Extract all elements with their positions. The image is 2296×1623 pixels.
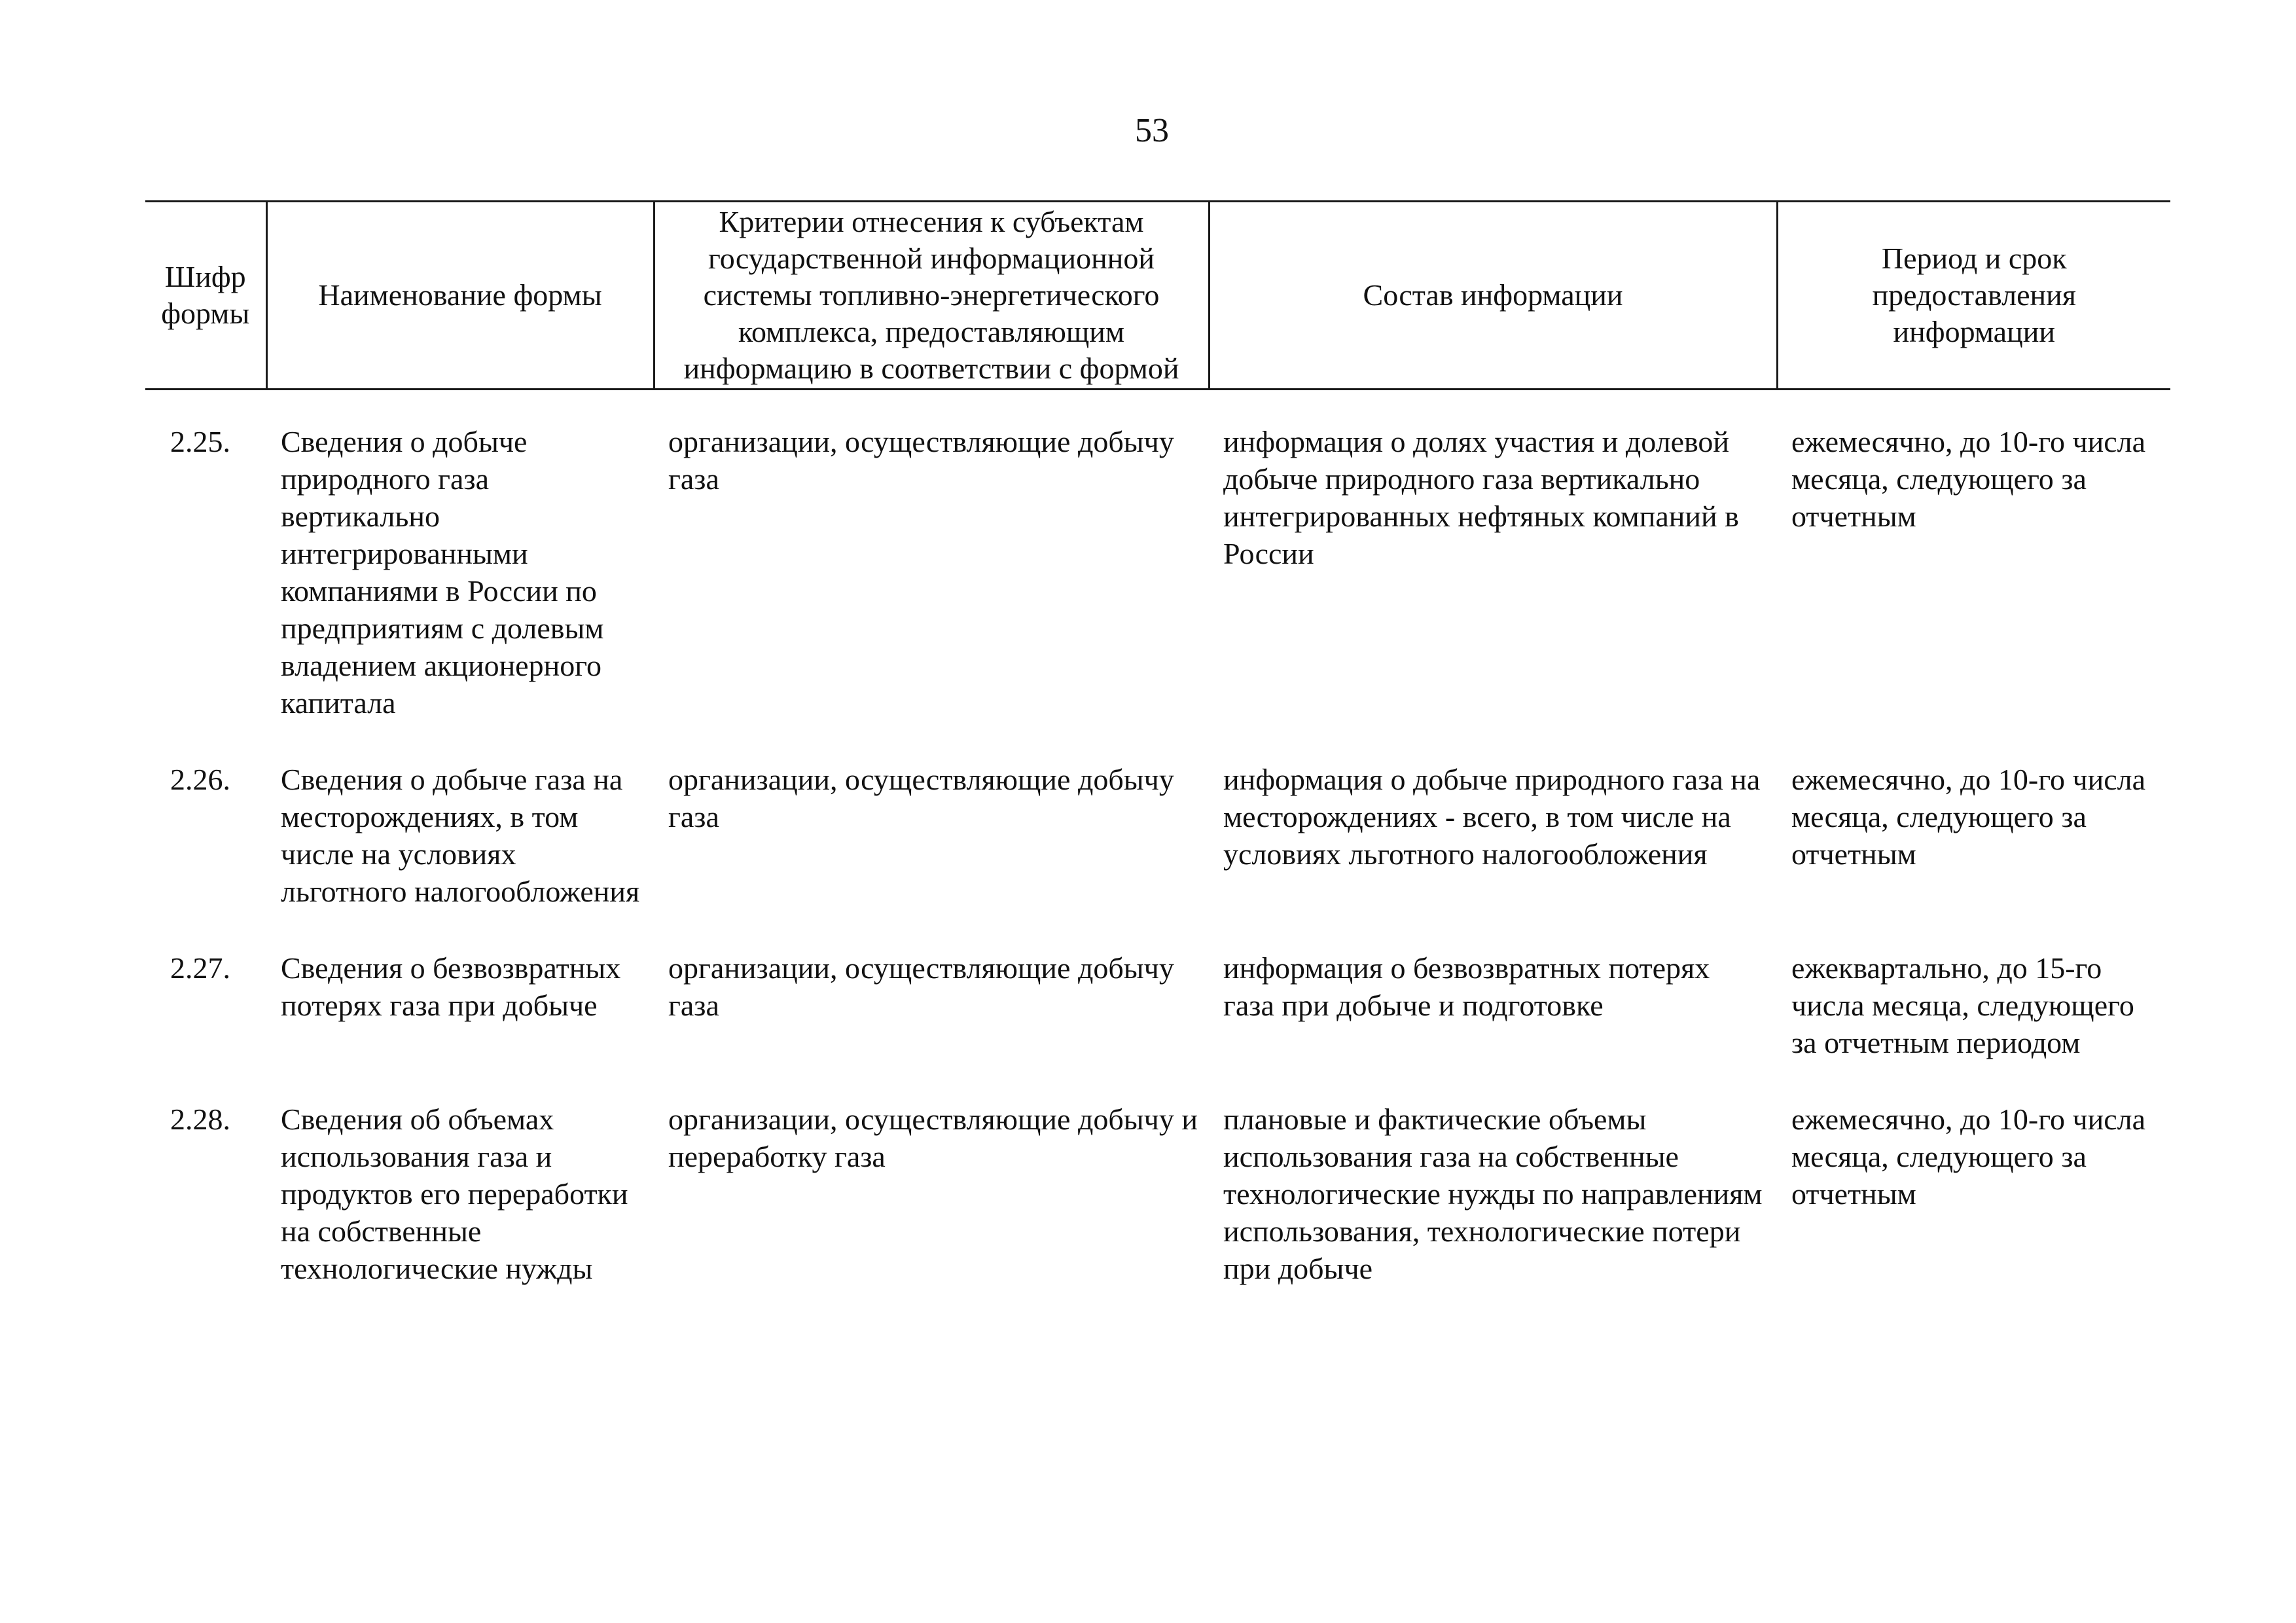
row-form-name: Сведения о добыче природного газа вертикально интегрированными компаниями в России по предприятиям с долевым владением акционерного капитала bbox=[281, 425, 604, 720]
forms-table bbox=[145, 200, 2170, 1287]
row-content: информация о долях участия и долевой добыче природного газа вертикально интегрированных нефтяных компаний в России bbox=[1223, 425, 1739, 570]
header-criteria bbox=[654, 202, 1209, 390]
table-row bbox=[145, 721, 2170, 910]
row-criteria: организации, осуществляющие добычу газа bbox=[668, 425, 1174, 496]
header-form-name bbox=[266, 202, 654, 390]
row-criteria: организации, осуществляющие добычу газа bbox=[668, 763, 1174, 833]
header-criteria-label: Критерии отнесения к субъектам государственной информационной системы топливно-энергетического комплекса, предоставляющим информацию в соответствии с формой bbox=[683, 205, 1179, 385]
row-form-name: Сведения о добыче газа на месторождениях, в том числе на условиях льготного налогообложения bbox=[281, 763, 640, 908]
table-row bbox=[145, 1061, 2170, 1287]
row-content: информация о добыче природного газа на месторождениях - всего, в том числе на условиях льготного налогообложения bbox=[1223, 763, 1761, 871]
row-criteria: организации, осуществляющие добычу газа bbox=[668, 951, 1174, 1022]
table-header bbox=[145, 202, 2170, 390]
row-criteria: организации, осуществляющие добычу и переработку газа bbox=[668, 1103, 1198, 1173]
header-period bbox=[1777, 202, 2170, 390]
row-period: ежемесячно, до 10-го числа месяца, следующего за отчетным bbox=[1791, 425, 2145, 533]
row-content: плановые и фактические объемы использования газа на собственные технологические нужды по направлениям использования, технологические потери при добыче bbox=[1223, 1103, 1763, 1285]
row-form-name: Сведения о безвозвратных потерях газа при добыче bbox=[281, 951, 621, 1022]
header-form-name-label: Наименование формы bbox=[318, 278, 602, 312]
row-code: 2.28. bbox=[170, 1103, 230, 1136]
table-row bbox=[145, 390, 2170, 722]
page-number: 53 bbox=[1135, 112, 1169, 149]
row-period: ежемесячно, до 10-го числа месяца, следующего за отчетным bbox=[1791, 763, 2145, 871]
header-content-label: Состав информации bbox=[1363, 278, 1623, 312]
row-form-name: Сведения об объемах использования газа и продуктов его переработки на собственные технологические нужды bbox=[281, 1103, 628, 1285]
table-row bbox=[145, 910, 2170, 1061]
row-code: 2.26. bbox=[170, 763, 230, 796]
row-content: информация о безвозвратных потерях газа при добыче и подготовке bbox=[1223, 951, 1710, 1022]
header-form-code-label: Шифр формы bbox=[161, 260, 250, 330]
header-content bbox=[1209, 202, 1777, 390]
row-code: 2.25. bbox=[170, 425, 230, 458]
header-row bbox=[145, 202, 2170, 390]
row-period: ежемесячно, до 10-го числа месяца, следующего за отчетным bbox=[1791, 1103, 2145, 1211]
row-period: ежеквартально, до 15-го числа месяца, следующего за отчетным периодом bbox=[1791, 951, 2134, 1059]
row-code: 2.27. bbox=[170, 951, 230, 985]
header-period-label: Период и срок предоставления информации bbox=[1872, 242, 2076, 348]
header-form-code bbox=[145, 202, 266, 390]
table-body bbox=[145, 390, 2170, 1288]
forms-table-container bbox=[145, 200, 2170, 1287]
